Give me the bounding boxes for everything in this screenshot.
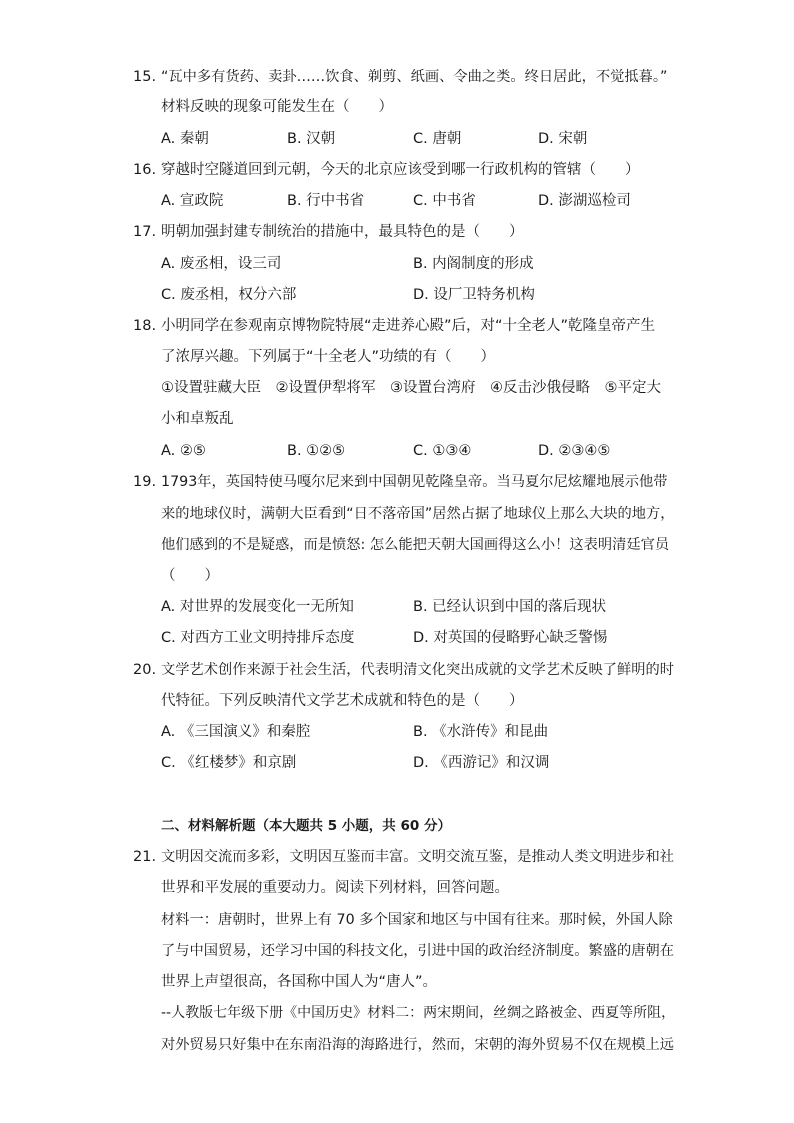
q21-material1-line1: 材料一：唐朝时，世界上有 70 多个国家和地区与中国有往来。那时候，外国人除 <box>161 912 673 928</box>
q17-option-b: B. 内阁制度的形成 <box>413 256 534 272</box>
q20-stem-line2: 代特征。下列反映清代文学艺术成就和特色的是（ ） <box>161 693 524 709</box>
q18-option-b: B. ①②⑤ <box>287 443 346 459</box>
q19-stem-line1: 1793年，英国特使马嘎尔尼来到中国朝见乾隆皇帝。当马夏尔尼炫耀地展示他带 <box>161 474 668 490</box>
q19-option-c: C. 对西方工业文明持排斥态度 <box>161 630 355 646</box>
section2-heading: 二、材料解析题（本大题共 5 小题，共 60 分） <box>161 818 451 834</box>
q19-option-a: A. 对世界的发展变化一无所知 <box>161 599 354 615</box>
q15-number: 15. <box>133 69 157 85</box>
q21-material2-line2: 对外贸易只好集中在东南沿海的海路进行，然而，宋朝的海外贸易不仅在规模上远 <box>161 1037 675 1053</box>
q16-option-a: A. 宣政院 <box>161 193 224 209</box>
q15-option-d: D. 宋朝 <box>538 131 588 147</box>
q18-option-d: D. ②③④⑤ <box>538 443 611 459</box>
q17-option-d: D. 设厂卫特务机构 <box>413 287 535 303</box>
q20-option-b: B. 《水浒传》和昆曲 <box>413 724 549 740</box>
q20-option-c: C. 《红楼梦》和京剧 <box>161 755 297 771</box>
q18-option-a: A. ②⑤ <box>161 443 206 459</box>
q18-option-c: C. ①③④ <box>413 443 472 459</box>
q19-option-d: D. 对英国的侵略野心缺乏警惕 <box>413 630 608 646</box>
q16-option-c: C. 中书省 <box>413 193 476 209</box>
q15-stem-line1: “瓦中多有货药、卖卦……饮食、剃剪、纸画、令曲之类。终日居此，不觉抵暮。” <box>161 69 668 85</box>
q16-number: 16. <box>133 162 157 178</box>
q20-stem-line1: 文学艺术创作来源于社会生活，代表明清文化突出成就的文学艺术反映了鲜明的时 <box>161 662 675 678</box>
q16-option-d: D. 澎湖巡检司 <box>538 193 631 209</box>
q21-number: 21. <box>133 849 157 865</box>
q17-option-a: A. 废丞相，设三司 <box>161 256 282 272</box>
q21-stem-line1: 文明因交流而多彩，文明因互鉴而丰富。文明交流互鉴，是推动人类文明进步和社 <box>161 849 675 865</box>
q15-stem-line2: 材料反映的现象可能发生在（ ） <box>161 99 393 115</box>
q16-stem-line1: 穿越时空隧道回到元朝，今天的北京应该受到哪一行政机构的管辖（ ） <box>161 162 640 178</box>
q18-stem-line4: 小和卓叛乱 <box>161 411 234 427</box>
q19-number: 19. <box>133 474 157 490</box>
q15-option-b: B. 汉朝 <box>287 131 336 147</box>
q21-stem-line2: 世界和平发展的重要动力。阅读下列材料，回答问题。 <box>161 880 509 896</box>
q20-option-d: D. 《西游记》和汉调 <box>413 755 550 771</box>
q19-option-b: B. 已经认识到中国的落后现状 <box>413 599 607 615</box>
q18-number: 18. <box>133 318 157 334</box>
q21-material1-line3: 世界上声望很高，各国称中国人为“唐人”。 <box>161 974 438 990</box>
q21-material1-line2: 了与中国贸易，还学习中国的科技文化，引进中国的政治经济制度。繁盛的唐朝在 <box>161 943 675 959</box>
q20-number: 20. <box>133 662 157 678</box>
q17-option-c: C. 废丞相，权分六部 <box>161 287 297 303</box>
q18-stem-line2: 了浓厚兴趣。下列属于“十全老人”功绩的有（ ） <box>161 349 496 365</box>
q19-stem-line4: （ ） <box>161 568 219 584</box>
q21-material2-line1: --人教版七年级下册《中国历史》材料二：两宋期间，丝绸之路被金、西夏等所阻， <box>161 1005 676 1021</box>
q19-stem-line3: 他们感到的不是疑惑，而是愤怒: 怎么能把天朝大国画得这么小！这表明清廷官员 <box>161 537 670 553</box>
q18-stem-line3: ①设置驻藏大臣 ②设置伊犁将军 ③设置台湾府 ④反击沙俄侵略 ⑤平定大 <box>161 380 661 396</box>
q17-stem-line1: 明朝加强封建专制统治的措施中，最具特色的是（ ） <box>161 224 524 240</box>
q19-stem-line2: 来的地球仪时，满朝大臣看到“日不落帝国”居然占据了地球仪上那么大块的地方， <box>161 506 675 522</box>
q16-option-b: B. 行中书省 <box>287 193 365 209</box>
q17-number: 17. <box>133 224 157 240</box>
q15-option-a: A. 秦朝 <box>161 131 209 147</box>
q20-option-a: A. 《三国演义》和秦腔 <box>161 724 311 740</box>
q15-option-c: C. 唐朝 <box>413 131 462 147</box>
q18-stem-line1: 小明同学在参观南京博物院特展“走进养心殿”后，对“十全老人”乾隆皇帝产生 <box>161 318 656 334</box>
